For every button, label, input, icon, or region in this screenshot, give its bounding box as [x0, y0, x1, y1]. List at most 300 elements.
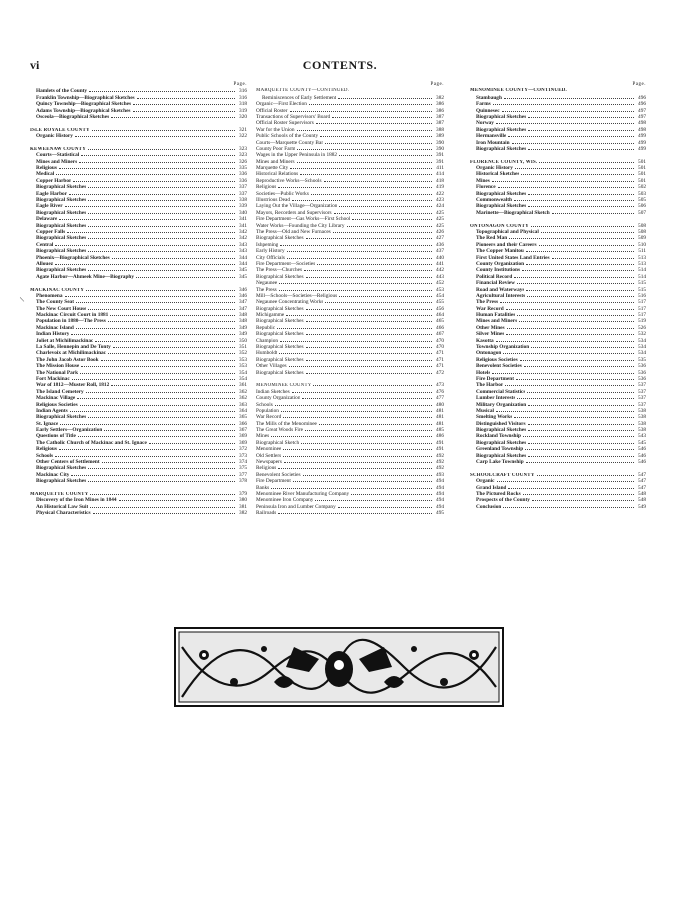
- toc-entry-title: Biographical Sketches: [36, 267, 87, 274]
- toc-entry-title: Medical: [36, 171, 55, 178]
- toc-page-number: 548: [638, 491, 646, 497]
- toc-page-number: 492: [436, 465, 444, 472]
- toc-entry-title: Biographical Sketches: [256, 344, 304, 351]
- toc-entry-title: Carp Lake Township: [476, 459, 524, 466]
- dot-leader: [531, 347, 634, 348]
- toc-page-number: 534: [638, 350, 646, 357]
- dot-leader: [65, 296, 236, 297]
- toc-entry-title: Biographical Sketches: [256, 235, 304, 242]
- dot-leader: [93, 513, 235, 514]
- toc-entry-title: Benevolent Societies: [256, 471, 301, 478]
- dot-leader: [351, 494, 432, 495]
- toc-page-number: 499: [638, 139, 646, 146]
- toc-entry-title: The Pictured Rocks: [476, 491, 521, 497]
- toc-page-number: 496: [638, 94, 646, 101]
- toc-page-number: 536: [638, 369, 646, 376]
- toc-entry-title: The Mills of the Menominee: [256, 420, 317, 427]
- dot-leader: [88, 251, 235, 252]
- toc-entry-title: Allouez: [36, 260, 54, 267]
- dot-leader: [526, 251, 634, 252]
- toc-page-number: 424: [436, 203, 444, 210]
- dot-leader: [297, 162, 432, 163]
- dot-leader: [59, 449, 235, 450]
- dot-leader: [56, 174, 235, 175]
- toc-page-number: 343: [239, 248, 247, 255]
- toc-entry-title: Mill—Schools—Societies—Religious: [256, 292, 338, 299]
- toc-entry-title: SCHOOLCRAFT COUNTY: [470, 472, 535, 478]
- toc-page-number: 425: [436, 222, 444, 229]
- toc-entry-title: Prospects of the County: [476, 497, 530, 504]
- dot-leader: [86, 392, 235, 393]
- toc-entry-title: Mayors, Recorders and Supervisors: [256, 209, 332, 216]
- dot-leader: [71, 475, 235, 476]
- toc-page-number: 337: [239, 184, 247, 191]
- toc-entry-title: Agate Harbor—Ahmeek Mine—Biography: [36, 273, 134, 280]
- dot-leader: [78, 436, 235, 437]
- toc-page-number: 499: [638, 133, 646, 140]
- toc-entry-title: The Catholic Church of Mackinac and St. Ignace: [36, 439, 147, 446]
- dot-leader: [339, 155, 432, 156]
- dot-leader: [523, 494, 634, 495]
- toc-page-number: 494: [436, 497, 444, 504]
- decorative-tailpiece-ornament: [174, 627, 504, 707]
- dot-leader: [532, 500, 634, 501]
- toc-page-number: 453: [436, 286, 444, 293]
- dot-leader: [497, 481, 634, 482]
- toc-page-number: 343: [239, 241, 247, 248]
- dot-leader: [509, 238, 634, 239]
- column-header: Page.: [430, 82, 444, 87]
- toc-page-number: 369: [239, 439, 247, 446]
- dot-leader: [275, 405, 432, 406]
- toc-entry-title: Physical Characteristics: [36, 510, 91, 517]
- toc-entry-title: Financial Review: [476, 280, 515, 287]
- toc-page-number: 547: [638, 478, 646, 485]
- toc-entry-title: The Press—Old and New Furnaces: [256, 228, 331, 235]
- dot-leader: [90, 507, 235, 508]
- toc-entry-title: War for the Union: [256, 126, 295, 133]
- dot-leader: [339, 206, 432, 207]
- toc-page-number: 346: [239, 286, 247, 293]
- dot-leader: [517, 315, 634, 316]
- toc-entry-title: Peninsula Iron and Lumber Company: [256, 503, 336, 510]
- dot-leader: [516, 379, 634, 380]
- toc-page-number: 442: [436, 267, 444, 274]
- dot-leader: [552, 213, 634, 214]
- toc-entry-title: Reproductive Works—Schools: [256, 177, 322, 184]
- toc-entry-title: Biographical Sketches: [256, 305, 304, 312]
- toc-entry-title: Pioneers and their Careers: [476, 241, 537, 248]
- toc-page-number: 340: [239, 209, 247, 216]
- toc-entry-title: Stambaugh: [476, 94, 502, 101]
- toc-page-number: 341: [239, 222, 247, 229]
- dot-leader: [70, 411, 235, 412]
- toc-entry-title: Rockland Township: [476, 433, 521, 440]
- toc-entry-title: Eagle Harbor: [36, 190, 68, 197]
- dot-leader: [496, 411, 634, 412]
- dot-leader: [317, 264, 432, 265]
- toc-page-number: 346: [239, 292, 247, 299]
- dot-leader: [521, 174, 634, 175]
- toc-page-number: 546: [638, 459, 646, 466]
- toc-page-number: 494: [436, 503, 444, 510]
- dot-leader: [283, 417, 432, 418]
- dot-leader: [306, 277, 432, 278]
- dot-leader: [537, 475, 634, 476]
- toc-page-number: 506: [638, 203, 646, 210]
- dot-leader: [528, 149, 634, 150]
- toc-page-number: 473: [436, 382, 444, 389]
- toc-page-number: 318: [239, 101, 247, 108]
- toc-entry-title: Transactions of Supervisors' Board: [256, 113, 331, 120]
- dot-leader: [306, 321, 432, 322]
- dot-leader: [333, 232, 432, 233]
- toc-entry-title: Early Settlers—Organization: [36, 427, 103, 434]
- dot-leader: [88, 187, 235, 188]
- dot-leader: [86, 290, 235, 291]
- toc-page-number: 344: [239, 254, 247, 261]
- toc-page-number: 499: [638, 145, 646, 152]
- toc-entry-title: Old Settlers: [256, 452, 282, 459]
- toc-entry-title: Lumber Interests: [476, 395, 516, 402]
- dot-leader: [514, 200, 634, 201]
- toc-page-number: 549: [638, 503, 646, 510]
- toc-entry-title: County Organization: [476, 260, 525, 267]
- toc-page-number: 348: [239, 318, 247, 325]
- toc-entry-title: Biographical Sketches: [256, 331, 304, 338]
- toc-entry-title: Other Centers of Settlement: [36, 459, 100, 466]
- dot-leader: [524, 366, 634, 367]
- toc-entry-title: Fire Department: [256, 478, 291, 485]
- toc-page-number: 498: [638, 126, 646, 133]
- toc-page-number: 335: [239, 165, 247, 172]
- dot-leader: [55, 245, 235, 246]
- dot-leader: [108, 321, 235, 322]
- dot-leader: [500, 302, 634, 303]
- dot-leader: [88, 213, 235, 214]
- toc-page-number: 519: [638, 318, 646, 325]
- toc-entry-title: Wages in the Upper Peninsula in 1882: [256, 152, 338, 159]
- dot-leader: [286, 315, 432, 316]
- check-mark: \: [19, 294, 26, 305]
- toc-page-number: 471: [436, 350, 444, 357]
- toc-page-number: 516: [638, 292, 646, 299]
- toc-entry-title: County Organization: [256, 395, 301, 402]
- dot-leader: [111, 117, 235, 118]
- toc-column-2: [256, 82, 444, 517]
- toc-entry-title: Organic: [476, 478, 495, 485]
- toc-entry-title: Courts—Marquette County Bar: [256, 139, 324, 146]
- dot-leader: [504, 98, 634, 99]
- toc-page-number: 411: [436, 165, 444, 172]
- toc-page-number: 425: [436, 216, 444, 223]
- toc-page-number: 382: [436, 94, 444, 101]
- toc-page-number: 361: [239, 382, 247, 389]
- toc-page-number: 414: [436, 171, 444, 178]
- toc-page-number: 538: [638, 427, 646, 434]
- toc-entry-title: Biographical Sketches: [476, 190, 527, 197]
- dot-leader: [539, 245, 634, 246]
- toc-entry-title: Marquette City: [256, 165, 289, 172]
- toc-entry-title: Fort Mackinac: [36, 375, 70, 382]
- toc-entry-title: Biographical Sketch: [256, 439, 300, 446]
- toc-entry-title: Eagle River: [36, 203, 63, 210]
- toc-page-number: 543: [638, 433, 646, 440]
- toc-page-number: 466: [436, 324, 444, 331]
- toc-page-number: 362: [239, 395, 247, 402]
- dot-leader: [306, 373, 432, 374]
- toc-page-number: 481: [436, 407, 444, 414]
- toc-page-number: 547: [638, 471, 646, 478]
- toc-entry-title: Silver Mines: [476, 331, 505, 338]
- toc-entry-title: Religious: [256, 465, 277, 472]
- toc-entry-title: Benevolent Societies: [476, 363, 522, 370]
- toc-page-number: 532: [638, 331, 646, 338]
- dot-leader: [73, 181, 235, 182]
- toc-page-number: 426: [436, 228, 444, 235]
- dot-leader: [133, 111, 236, 112]
- toc-page-number: 362: [239, 388, 247, 395]
- toc-entry-title: Delaware: [36, 216, 58, 223]
- toc-list-1: [30, 88, 247, 516]
- toc-entry-title: Mines and Miners: [256, 158, 295, 165]
- toc-entry-title: Water Works—Founding the City Library: [256, 222, 345, 229]
- toc-entry-title: Historical Sketches: [476, 171, 520, 178]
- dot-leader: [492, 181, 634, 182]
- toc-entry-title: Other Mines: [476, 324, 505, 331]
- toc-entry-title: Menominee Iron Company: [256, 497, 314, 504]
- toc-page-number: 353: [239, 356, 247, 363]
- toc-entry-title: County Institutions: [476, 267, 521, 274]
- toc-page-number: 536: [638, 363, 646, 370]
- toc-entry-title: Norway: [476, 120, 494, 127]
- toc-page-number: 390: [436, 145, 444, 152]
- toc-entry-title: MARQUETTE COUNTY: [30, 492, 89, 497]
- toc-entry-title: Commonwealth: [476, 197, 512, 204]
- toc-page-number: 534: [638, 337, 646, 344]
- toc-page-number: 423: [436, 197, 444, 204]
- dot-leader: [514, 277, 634, 278]
- toc-entry-title: Biographical Sketches: [256, 318, 304, 325]
- dot-leader: [517, 398, 634, 399]
- toc-page-number: 347: [239, 305, 247, 312]
- dot-leader: [112, 258, 235, 259]
- toc-page-number: 467: [436, 331, 444, 338]
- dot-leader: [306, 334, 432, 335]
- dot-leader: [137, 98, 235, 99]
- dot-leader: [72, 379, 235, 380]
- toc-entry-title: The Copper Manitou: [476, 248, 524, 255]
- toc-page-number: 369: [239, 433, 247, 440]
- toc-page-number: 418: [436, 177, 444, 184]
- toc-page-number: 472: [436, 369, 444, 376]
- toc-page-number: 337: [239, 190, 247, 197]
- toc-page-number: 455: [436, 299, 444, 306]
- dot-leader: [283, 456, 432, 457]
- dot-leader: [88, 270, 235, 271]
- dot-leader: [505, 385, 634, 386]
- toc-entry: [470, 504, 646, 510]
- dot-leader: [79, 162, 235, 163]
- dot-leader: [512, 143, 634, 144]
- toc-page-number: 390: [436, 139, 444, 146]
- toc-page-number: 501: [638, 177, 646, 184]
- dot-leader: [492, 373, 634, 374]
- dot-leader: [88, 468, 235, 469]
- toc-page-number: 366: [239, 420, 247, 427]
- dot-leader: [339, 296, 432, 297]
- toc-entry-title: Biographical Sketches: [36, 209, 87, 216]
- toc-page-number: 515: [638, 280, 646, 287]
- dot-leader: [306, 309, 432, 310]
- toc-entry-title: Marinette—Biographical Sketch: [476, 209, 550, 216]
- dot-leader: [332, 117, 432, 118]
- toc-page-number: 513: [638, 254, 646, 261]
- toc-page-number: 491: [436, 446, 444, 453]
- toc-entry-title: Fire Department—Societies: [256, 260, 316, 267]
- toc-page-number: 452: [436, 280, 444, 287]
- dot-leader: [279, 283, 432, 284]
- toc-entry-title: Railroads: [256, 510, 277, 517]
- dot-leader: [301, 443, 432, 444]
- dot-leader: [88, 149, 235, 150]
- dot-leader: [80, 405, 235, 406]
- dot-leader: [292, 392, 432, 393]
- dot-leader: [517, 283, 634, 284]
- dot-leader: [113, 347, 235, 348]
- toc-page-number: 345: [239, 273, 247, 280]
- dot-leader: [508, 488, 634, 489]
- dot-leader: [527, 392, 634, 393]
- dot-leader: [507, 328, 634, 329]
- toc-page-number: 481: [436, 414, 444, 421]
- dot-leader: [338, 507, 432, 508]
- toc-entry-title: The Press: [476, 299, 499, 306]
- dot-leader: [319, 424, 432, 425]
- toc-page-number: 345: [239, 267, 247, 274]
- dot-leader: [503, 507, 634, 508]
- toc-page-number: 351: [239, 344, 247, 351]
- toc-page-number: 336: [239, 171, 247, 178]
- toc-page-number: 538: [638, 407, 646, 414]
- dot-leader: [271, 436, 432, 437]
- dot-leader: [305, 430, 432, 431]
- toc-entry-title: Copper Falls: [36, 228, 66, 235]
- toc-page-number: 440: [436, 254, 444, 261]
- dot-leader: [104, 430, 235, 431]
- toc-page-number: 437: [436, 248, 444, 255]
- toc-entry: [30, 510, 247, 516]
- dot-leader: [284, 462, 432, 463]
- toc-entry-title: Indian Agents: [36, 407, 68, 414]
- dot-leader: [95, 341, 235, 342]
- dot-leader: [302, 398, 432, 399]
- dot-leader: [60, 424, 235, 425]
- dot-leader: [508, 136, 634, 137]
- toc-entry-title: Laying Out the Village—Organization: [256, 203, 338, 210]
- dot-leader: [80, 373, 235, 374]
- toc-page-number: 349: [239, 324, 247, 331]
- toc-page-number: 505: [638, 197, 646, 204]
- dot-leader: [293, 481, 432, 482]
- dot-leader: [289, 366, 432, 367]
- dot-leader: [88, 309, 235, 310]
- toc-page-number: 485: [436, 427, 444, 434]
- toc-page-number: 494: [436, 478, 444, 485]
- toc-entry-title: Grand Island: [476, 484, 507, 491]
- toc-list-3: [470, 88, 646, 510]
- toc-page-number: 477: [436, 395, 444, 402]
- toc-entry-title: Other Villages: [256, 363, 287, 370]
- dot-leader: [278, 468, 432, 469]
- toc-page-number: 537: [638, 401, 646, 408]
- toc-page-number: 378: [239, 478, 247, 485]
- toc-page-number: 513: [638, 260, 646, 267]
- toc-entry-title: Charlevoix at Michilimackinac: [36, 350, 107, 357]
- dot-leader: [526, 462, 634, 463]
- toc-entry-title: Banks: [256, 484, 270, 491]
- toc-page-number: 389: [436, 133, 444, 140]
- toc-page-number: 546: [638, 452, 646, 459]
- toc-page-number: 353: [239, 363, 247, 370]
- toc-entry-title: County Poor Farm: [256, 145, 296, 152]
- toc-entry-title: Iron Mountain: [476, 139, 510, 146]
- toc-entry-title: Biographical Sketches: [36, 248, 87, 255]
- toc-entry-title: Florence: [476, 184, 496, 191]
- toc-entry-title: Menominee: [256, 446, 282, 453]
- dot-leader: [528, 424, 634, 425]
- toc-page-number: 515: [638, 286, 646, 293]
- toc-entry-title: The Press—Churches: [256, 267, 303, 274]
- toc-entry-title: Humboldt: [256, 350, 278, 357]
- dot-leader: [338, 98, 432, 99]
- toc-entry-title: Biographical Sketches: [256, 273, 304, 280]
- toc-page-number: 350: [239, 337, 247, 344]
- toc-page-number: 316: [239, 94, 247, 101]
- dot-leader: [313, 385, 432, 386]
- toc-entry-title: Smelting Works: [476, 414, 513, 421]
- toc-page-number: 546: [638, 446, 646, 453]
- dot-leader: [278, 513, 432, 514]
- dot-leader: [88, 200, 235, 201]
- toc-page-number: 491: [436, 439, 444, 446]
- dot-leader: [88, 226, 235, 227]
- toc-entry-title: La Salle, Hennepin and De Tonty: [36, 344, 111, 351]
- toc-page-number: 386: [436, 107, 444, 114]
- toc-page-number: 316: [239, 88, 247, 95]
- dot-leader: [280, 245, 432, 246]
- toc-entry-title: Phoenix—Biographical Sketches: [36, 254, 110, 261]
- column-header: Page.: [632, 82, 646, 87]
- toc-entry-title: Mines: [256, 433, 270, 440]
- dot-leader: [271, 488, 432, 489]
- dot-leader: [541, 232, 634, 233]
- dot-leader: [279, 290, 432, 291]
- page-number: vi: [30, 58, 40, 72]
- toc-entry-title: Farms: [476, 101, 491, 108]
- dot-leader: [92, 130, 235, 131]
- toc-entry-title: Biographical Sketches: [476, 126, 527, 133]
- toc-entry-title: War Record: [256, 414, 282, 421]
- dot-leader: [149, 443, 235, 444]
- toc-page-number: 548: [638, 497, 646, 504]
- dot-leader: [520, 360, 634, 361]
- toc-page-number: 511: [638, 248, 646, 255]
- dot-leader: [59, 168, 235, 169]
- toc-page-number: 537: [638, 382, 646, 389]
- toc-entry-title: Official Roster: [256, 107, 288, 114]
- toc-entry-title: Mines and Miners: [476, 318, 518, 325]
